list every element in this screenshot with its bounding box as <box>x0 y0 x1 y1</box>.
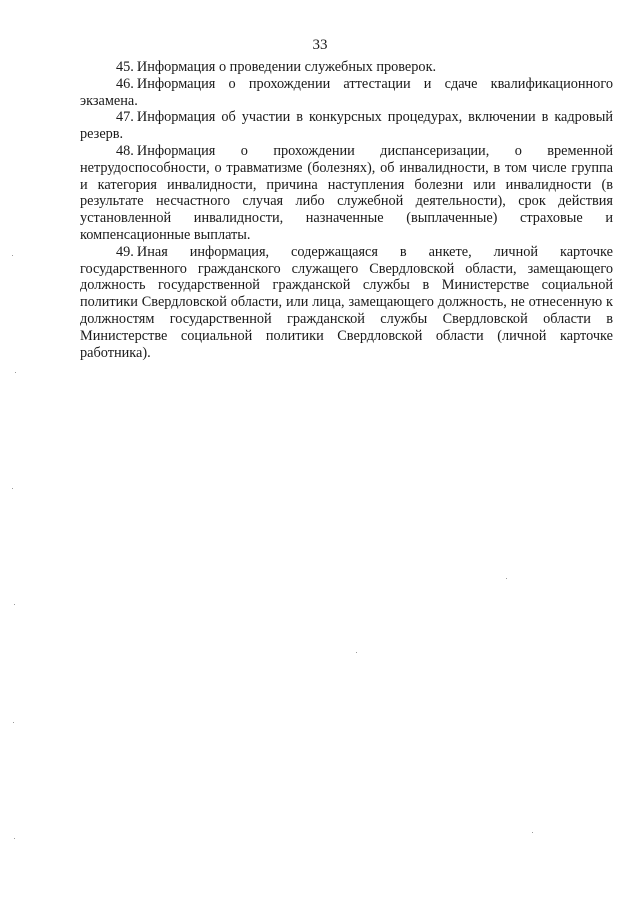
scan-speck <box>506 578 507 579</box>
list-item-48 <box>80 143 613 244</box>
list-item-49 <box>80 244 613 362</box>
document-body <box>80 59 613 361</box>
list-item-47 <box>80 109 613 143</box>
item-number: 49. <box>116 243 134 260</box>
scan-speck <box>532 832 533 833</box>
scan-speck <box>356 652 357 653</box>
item-number: 48. <box>116 142 134 159</box>
item-text: Информация об участии в конкурсных процедурах, включении в кадровый резерв. <box>80 109 613 143</box>
item-number: 47. <box>116 109 134 126</box>
scan-speck <box>14 604 15 605</box>
scan-speck <box>14 838 15 839</box>
item-text: Информация о проведении служебных проверок. <box>136 59 437 75</box>
list-item-45 <box>80 59 613 76</box>
page-number: 33 <box>312 37 328 53</box>
scan-speck <box>12 488 13 489</box>
item-text: Иная информация, содержащаяся в анкете, личной карточке государственного гражданского служащего Свердловской области, замещающего должность государственной гражданской службы в Министерстве социальной политики Свердловской области, или лица, замещающего должность, не отнесенную к должностям государственной гражданской службы Свердловской области в Министерстве социальной политики Свердловской области (личной карточке работника). <box>80 243 613 361</box>
item-number: 45. <box>116 59 134 75</box>
item-text: Информация о прохождении аттестации и сдаче квалификационного экзамена. <box>80 75 613 109</box>
scan-speck <box>12 255 13 256</box>
scan-speck <box>13 722 14 723</box>
item-text: Информация о прохождении диспансеризации, о временной нетрудоспособности, о травматизме (болезнях), об инвалидности, в том числе группа и категория инвалидности, причина наступления болезни или инвалидности (в результате несчастного случая либо служебной деятельности), срок действия установленной инвалидности, назначенные (выплаченные) страховые и компенсационные выплаты. <box>80 142 613 243</box>
list-item-46 <box>80 76 613 110</box>
scan-speck <box>15 372 16 373</box>
item-number: 46. <box>116 75 134 92</box>
